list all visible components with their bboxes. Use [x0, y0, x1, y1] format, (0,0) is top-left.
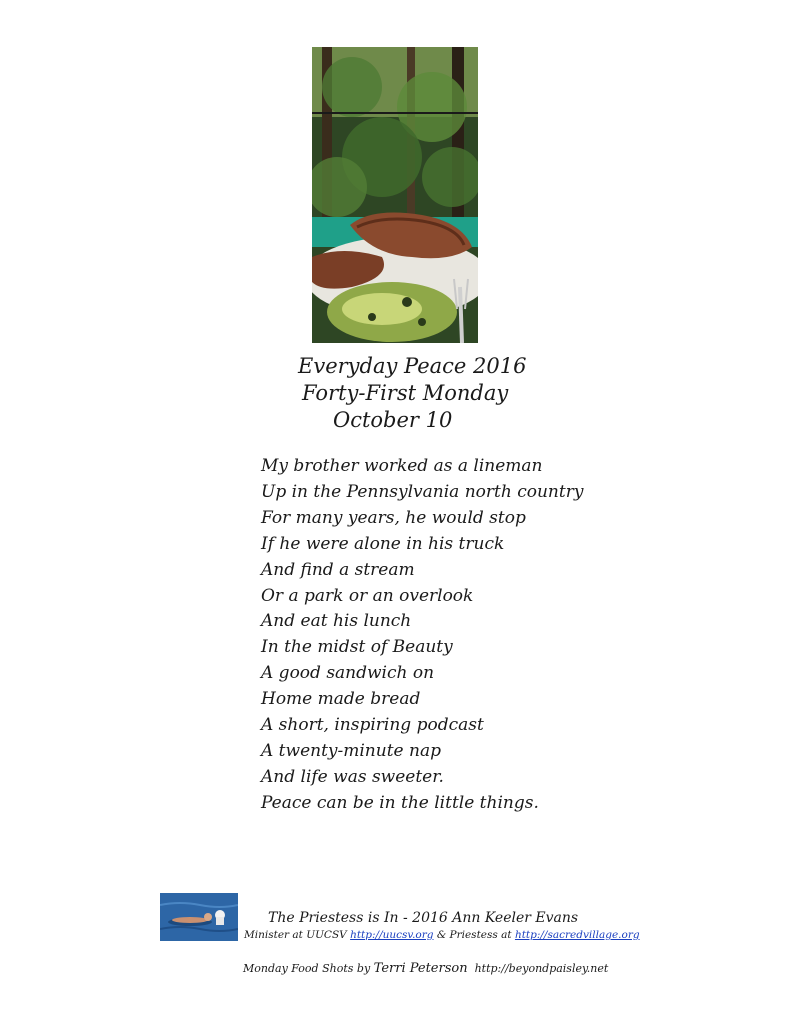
poem-line: A short, inspiring podcast — [261, 715, 484, 736]
poem-line: Or a park or an overlook — [261, 585, 474, 606]
title-line-2: Forty-First Monday — [302, 381, 509, 405]
swimmer-photo — [160, 893, 238, 941]
poem — [261, 454, 583, 817]
uucsv-link[interactable]: http://uucsv.org — [350, 929, 434, 941]
author-credit: The Priestess is In - 2016 Ann Keeler Evans — [268, 910, 579, 926]
poem-line: In the midst of Beauty — [261, 637, 453, 658]
food-photo-credit — [243, 961, 608, 976]
swimmer-photo-icon — [160, 893, 238, 941]
poem-line: A good sandwich on — [261, 663, 435, 684]
poem-line: And eat his lunch — [261, 611, 412, 632]
poem-line: For many years, he would stop — [261, 507, 526, 528]
poem-line: A twenty-minute nap — [261, 740, 441, 761]
lunch-photo — [312, 47, 478, 343]
title-line-3: October 10 — [333, 408, 453, 432]
photographer-name: Terri Peterson — [373, 961, 468, 976]
poem-line: And life was sweeter. — [261, 766, 444, 787]
food-credit-prefix: Monday Food Shots by — [243, 962, 374, 975]
poem-line: Home made bread — [261, 689, 421, 710]
poem-line: If he were alone in his truck — [261, 533, 505, 554]
poem-line: My brother worked as a lineman — [261, 456, 543, 476]
photographer-site: http://beyondpaisley.net — [474, 962, 609, 975]
poem-line: Peace can be in the little things. — [261, 792, 539, 813]
poem-line: And find a stream — [261, 559, 415, 580]
poem-line: Up in the Pennsylvania north country — [261, 481, 584, 502]
priestess-prefix: & Priestess at — [433, 929, 515, 941]
title-line-1: Everyday Peace 2016 — [298, 354, 527, 378]
affiliation-line — [244, 929, 640, 941]
minister-prefix: Minister at UUCSV — [244, 929, 351, 941]
lunch-photo-icon — [312, 47, 478, 343]
sacredvillage-link[interactable]: http://sacredvillage.org — [514, 929, 640, 941]
